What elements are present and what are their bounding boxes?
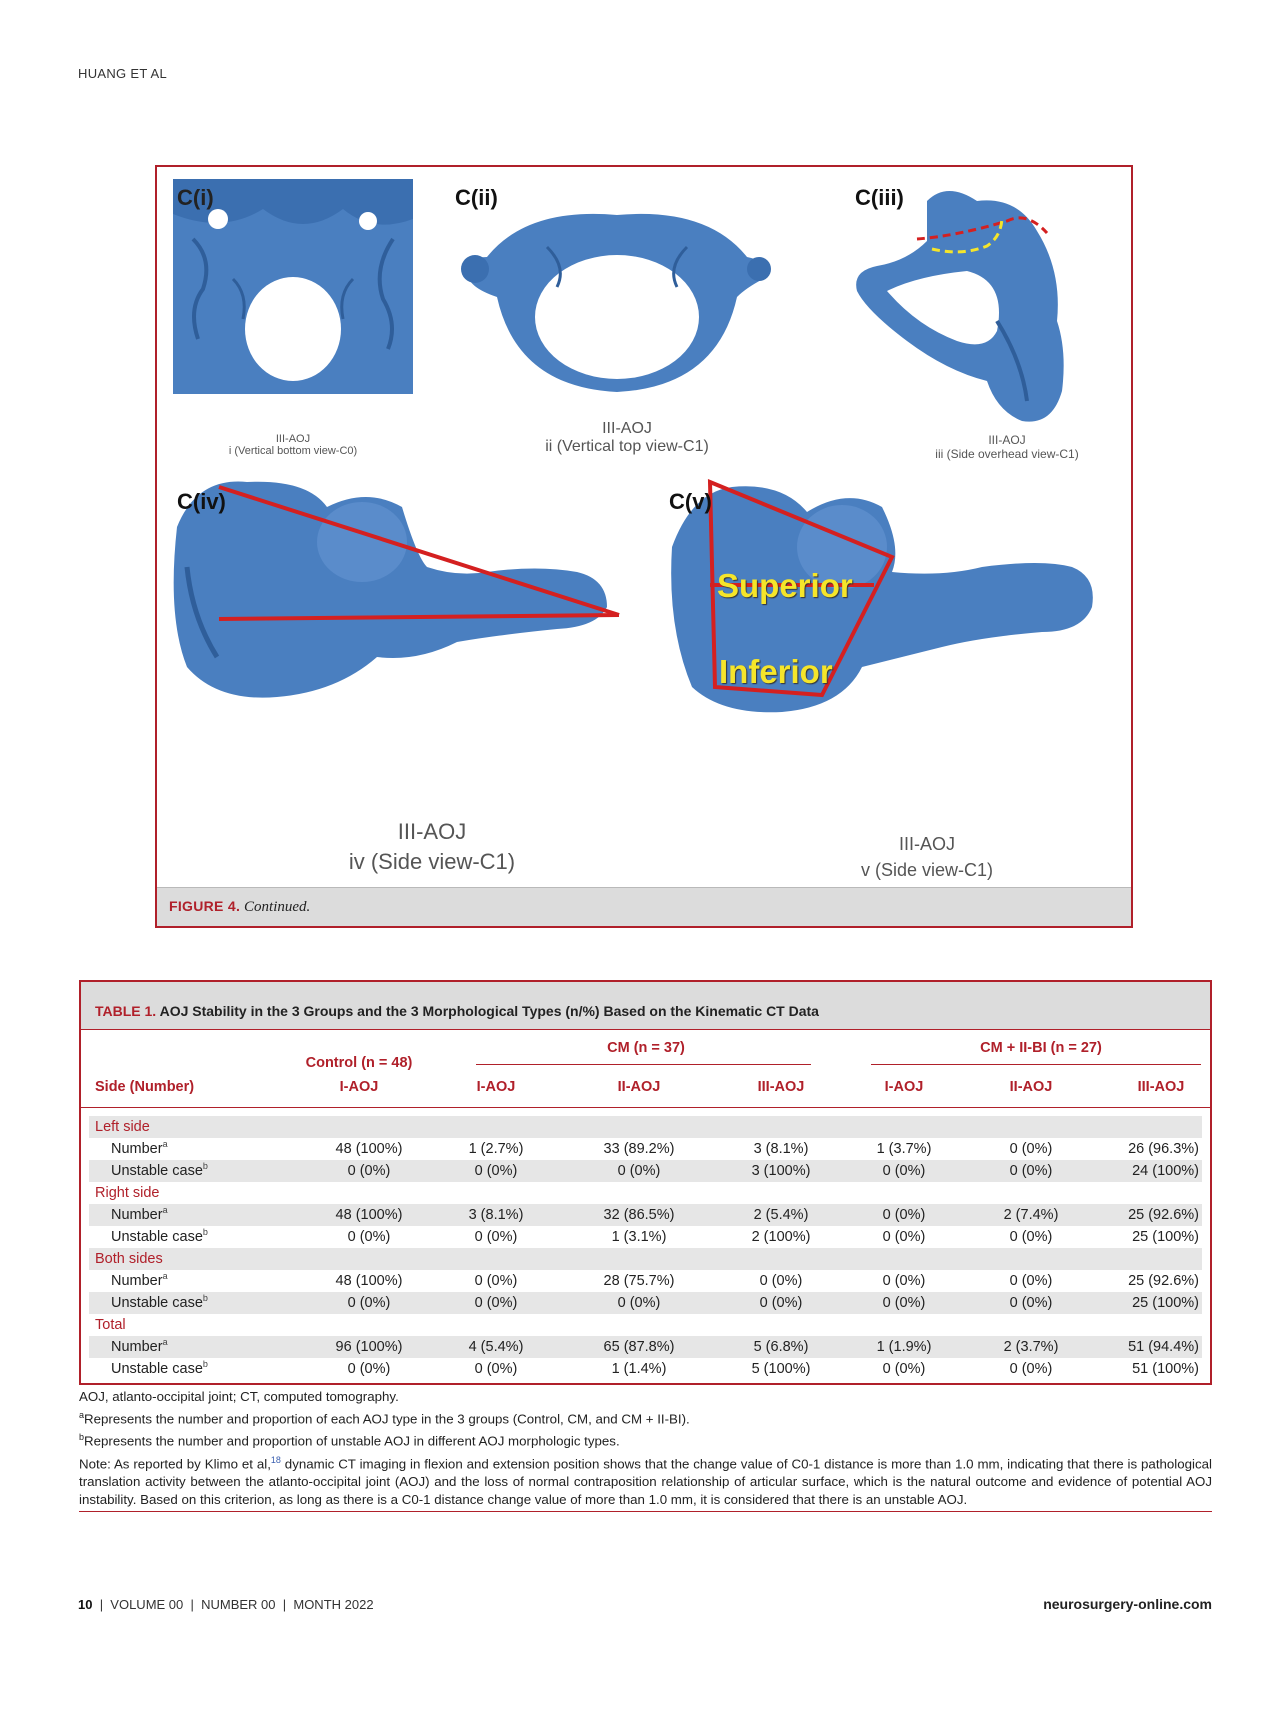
page-number: 10 (78, 1597, 93, 1612)
footnote-note: Note: As reported by Klimo et al,$^{18}$ dynamic CT imaging in flexion and extension position shows that the change value of C0-1 distance is more than 1.0 mm, indicating that there is pathological translation activity between the atlanto-occipital joint (AOJ) and the loss of normal contraposition relationship of articular surface, which is the natural outcome and evidence of potential AOJ instability. Based on this criterion, as long as there is a C0-1 distance change value of more than 1.0 mm, it is considered that there is an unstable AOJ. (79, 1454, 1212, 1508)
table-row: Unstable case$^b$ 0 (0%) 0 (0%) 1 (1.4%) 5 (100%) 0 (0%) 0 (0%) 51 (100%) (111, 1359, 1199, 1377)
col-cmbi-i: I-AOJ (884, 1079, 924, 1095)
header-control: Control (n = 48) (305, 1055, 413, 1071)
col-cmbi-ii: II-AOJ (1009, 1079, 1053, 1095)
col-cm-iii: III-AOJ (757, 1079, 805, 1095)
panel-civ-label: C(iv) (177, 489, 226, 514)
header-cmbi: CM + II-BI (n = 27) (980, 1040, 1102, 1056)
panel-ci-image (173, 179, 413, 399)
table-footnotes (79, 1388, 1212, 1509)
header-cm: CM (n = 37) (607, 1040, 685, 1056)
panel-cv-label: C(v) (669, 489, 712, 514)
figure-caption-label: FIGURE 4. (169, 898, 241, 914)
journal-site-link[interactable]: neurosurgery-online.com (1043, 1596, 1212, 1612)
panel-ciii-label: C(iii) (855, 185, 904, 210)
inferior-label: Inferior (719, 653, 833, 690)
footnotes-rule (79, 1511, 1212, 1512)
panel-cii-image (447, 187, 787, 407)
table-title: TABLE 1. AOJ Stability in the 3 Groups and the 3 Morphological Types (n/%) Based on the Kinematic CT Data (81, 982, 1210, 1030)
panel-cv-caption: III-AOJ v (Side view-C1) (860, 834, 994, 880)
table-row: Both sides (89, 1248, 1202, 1270)
panel-cii-label: C(ii) (455, 185, 498, 210)
figure-caption-text: Continued. (244, 899, 311, 915)
table-row: Unstable case$^b$ 0 (0%) 0 (0%) 0 (0%) 3 (100%) 0 (0%) 0 (0%) 24 (100%) (89, 1160, 1202, 1182)
footer-number: NUMBER 00 (201, 1597, 276, 1612)
table-row: Number$^a$ 96 (100%) 4 (5.4%) 65 (87.8%) 5 (6.8%) 1 (1.9%) 2 (3.7%) 51 (94.4%) (89, 1336, 1202, 1358)
table-row: Left side (89, 1116, 1202, 1138)
panel-ciii-caption: III-AOJ iii (Side overhead view-C1) (935, 433, 1079, 461)
col-cmbi-iii: III-AOJ (1137, 1079, 1185, 1095)
table-row: Number$^a$ 48 (100%) 1 (2.7%) 33 (89.2%) 3 (8.1%) 1 (3.7%) 0 (0%) 26 (96.3%) (111, 1139, 1199, 1157)
footer-volume: VOLUME 00 (110, 1597, 184, 1612)
footnote-abbrev: AOJ, atlanto-occipital joint; CT, computed tomography. (79, 1389, 399, 1404)
panel-ci-label: C(i) (177, 185, 214, 210)
footnote-b: $^b$Represents the number and proportion of unstable AOJ in different AOJ morphologic types. (79, 1432, 620, 1449)
table-1 (79, 980, 1212, 1385)
col-cm-ii: II-AOJ (617, 1079, 661, 1095)
table-row: Number$^a$ 48 (100%) 3 (8.1%) 32 (86.5%) 2 (5.4%) 0 (0%) 2 (7.4%) 25 (92.6%) (89, 1204, 1202, 1226)
footer-month: MONTH 2022 (293, 1597, 374, 1612)
table-row: Total (95, 1317, 126, 1333)
superior-label: Superior (717, 567, 853, 604)
table-row: Unstable case$^b$ 0 (0%) 0 (0%) 1 (3.1%) 2 (100%) 0 (0%) 0 (0%) 25 (100%) (111, 1227, 1199, 1245)
panel-civ-caption: III-AOJ iv (Side view-C1) (348, 819, 516, 874)
panel-ci-caption: III-AOJ i (Vertical bottom view-C0) (228, 433, 358, 457)
col-cm-i: I-AOJ (476, 1079, 516, 1095)
col-control-i: I-AOJ (339, 1079, 379, 1095)
page-footer: 10 | VOLUME 00 | NUMBER 00 | MONTH 2022 (78, 1597, 374, 1612)
header-cm-rule (476, 1064, 811, 1065)
panel-civ-image (157, 467, 627, 717)
table-row: Number$^a$ 48 (100%) 0 (0%) 28 (75.7%) 0 (0%) 0 (0%) 0 (0%) 25 (92.6%) (111, 1271, 1199, 1289)
footnote-a: $^a$Represents the number and proportion of each AOJ type in the 3 groups (Control, CM, and CM + II-BI). (79, 1410, 690, 1427)
figure-caption (157, 887, 1131, 926)
column-header-rule (81, 1107, 1210, 1108)
figure-4 (155, 165, 1133, 928)
col-side: Side (Number) (95, 1079, 195, 1095)
running-head: HUANG ET AL (78, 66, 168, 81)
panel-cii-caption: III-AOJ ii (Vertical top view-C1) (545, 420, 709, 455)
panel-ciii-image (847, 181, 1117, 431)
header-cmbi-rule (871, 1064, 1201, 1065)
table-row: Unstable case$^b$ 0 (0%) 0 (0%) 0 (0%) 0 (0%) 0 (0%) 0 (0%) 25 (100%) (89, 1292, 1202, 1314)
table-row: Right side (95, 1185, 160, 1201)
